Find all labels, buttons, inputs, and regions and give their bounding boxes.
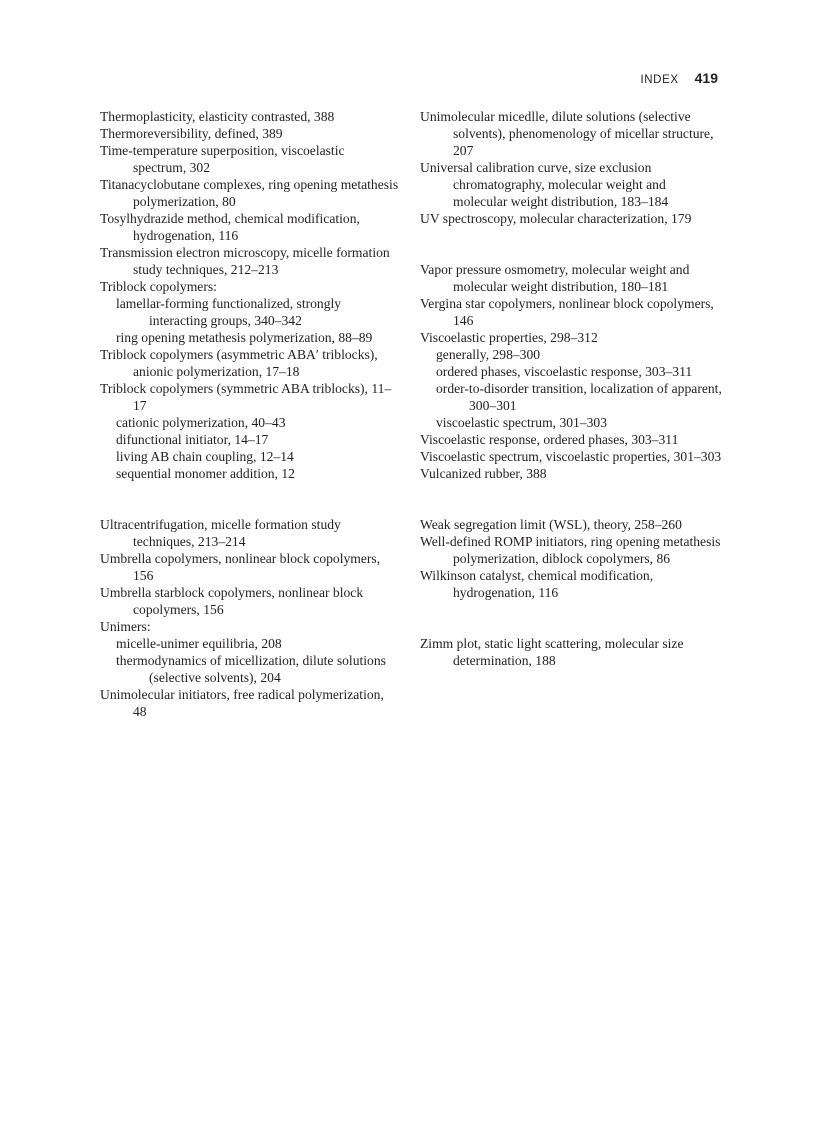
letter-group-gap [420, 482, 722, 516]
index-subentry: sequential monomer addition, 12 [116, 466, 295, 481]
letter-group-gap [420, 601, 722, 635]
index-entry: Vapor pressure osmometry, molecular weight and molecular weight distribution, 180–181 [420, 262, 690, 294]
index-entry: Time-temperature superposition, viscoelastic spectrum, 302 [100, 143, 345, 175]
index-subentry: generally, 298–300 [436, 347, 541, 362]
index-entry: Unimers: [100, 619, 151, 634]
index-entry: Thermoplasticity, elasticity contrasted, 388 [100, 109, 335, 124]
index-entry: Weak segregation limit (WSL), theory, 258–260 [420, 517, 682, 532]
index-subentry: cationic polymerization, 40–43 [116, 415, 286, 430]
index-subentry: micelle-unimer equilibria, 208 [116, 636, 282, 651]
index-subentry: ordered phases, viscoelastic response, 303–311 [436, 364, 693, 379]
index-entry: Viscoelastic response, ordered phases, 303–311 [420, 432, 679, 447]
index-entry: Vergina star copolymers, nonlinear block copolymers, 146 [420, 296, 714, 328]
index-subentry: order-to-disorder transition, localization of apparent, 300–301 [436, 381, 722, 413]
index-entry: Triblock copolymers: [100, 279, 217, 294]
index-entry: Vulcanized rubber, 388 [420, 466, 547, 481]
index-subentry: lamellar-forming functionalized, strongly interacting groups, 340–342 [116, 296, 342, 328]
index-column-right [420, 108, 722, 669]
index-subentry: viscoelastic spectrum, 301–303 [436, 415, 608, 430]
index-entry: Zimm plot, static light scattering, molecular size determination, 188 [420, 636, 684, 668]
index-entry: Unimolecular micedlle, dilute solutions (selective solvents), phenomenology of micellar structure, 207 [420, 109, 714, 158]
index-entry: Viscoelastic properties, 298–312 [420, 330, 598, 345]
index-entry: Umbrella starblock copolymers, nonlinear block copolymers, 156 [100, 585, 364, 617]
index-entry: Titanacyclobutane complexes, ring opening metathesis polymerization, 80 [100, 177, 399, 209]
index-entry: Well-defined ROMP initiators, ring opening metathesis polymerization, diblock copolymers, 86 [420, 534, 721, 566]
index-entry: UV spectroscopy, molecular characterization, 179 [420, 211, 692, 226]
index-entry: Umbrella copolymers, nonlinear block copolymers, 156 [100, 551, 381, 583]
index-entry: Triblock copolymers (symmetric ABA triblocks), 11–17 [100, 381, 392, 413]
page-number: 419 [694, 70, 718, 86]
index-subentry: difunctional initiator, 14–17 [116, 432, 269, 447]
index-entry: Universal calibration curve, size exclusion chromatography, molecular weight and molecular weight distribution, 183–184 [420, 160, 669, 209]
index-subentry: living AB chain coupling, 12–14 [116, 449, 294, 464]
index-subentry: thermodynamics of micellization, dilute solutions (selective solvents), 204 [116, 653, 386, 685]
index-entry: Thermoreversibility, defined, 389 [100, 126, 283, 141]
letter-group-gap [100, 482, 400, 516]
index-entry: Ultracentrifugation, micelle formation study techniques, 213–214 [100, 517, 341, 549]
index-entry: Transmission electron microscopy, micelle formation study techniques, 212–213 [100, 245, 390, 277]
running-head [640, 70, 718, 86]
index-entry: Wilkinson catalyst, chemical modification, hydrogenation, 116 [420, 568, 654, 600]
index-entry: Triblock copolymers (asymmetric ABA′ triblocks), anionic polymerization, 17–18 [100, 347, 378, 379]
running-head-label: INDEX [640, 74, 679, 86]
index-entry: Tosylhydrazide method, chemical modification, hydrogenation, 116 [100, 211, 360, 243]
index-subentry: ring opening metathesis polymerization, 88–89 [116, 330, 373, 345]
letter-group-gap [420, 227, 722, 261]
index-entry: Unimolecular initiators, free radical polymerization, 48 [100, 687, 384, 719]
index-column-left [100, 108, 400, 720]
index-entry: Viscoelastic spectrum, viscoelastic properties, 301–303 [420, 449, 722, 464]
